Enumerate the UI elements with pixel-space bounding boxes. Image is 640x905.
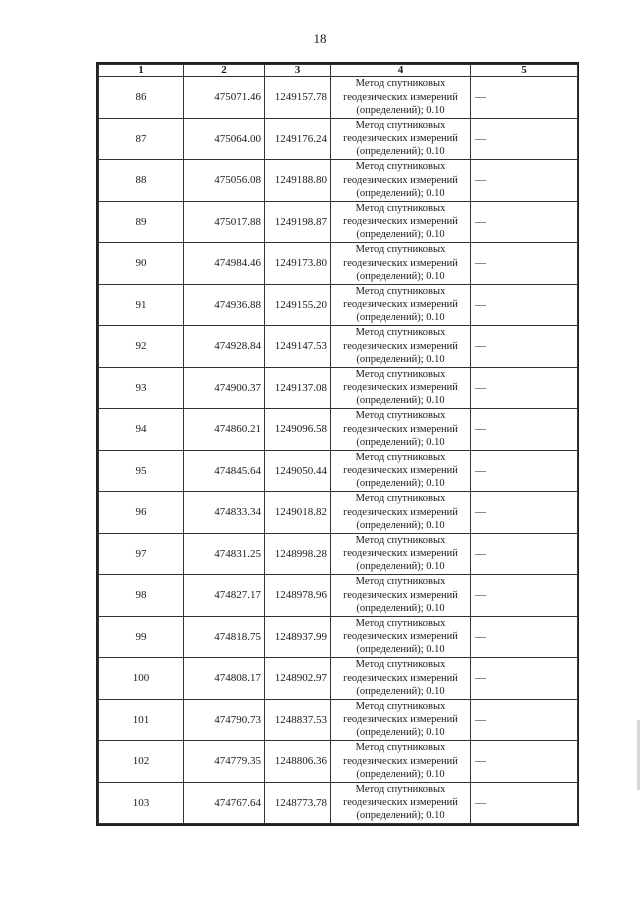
method-line: геодезических измерений bbox=[343, 299, 458, 311]
table-row bbox=[99, 450, 578, 492]
method-cell bbox=[331, 409, 471, 451]
description-cell: — bbox=[471, 575, 578, 617]
point-number-cell: 87 bbox=[99, 118, 184, 160]
method-line: (определений); 0.10 bbox=[356, 312, 445, 324]
x-coordinate-cell: 474984.46 bbox=[184, 243, 265, 285]
table-row bbox=[99, 741, 578, 783]
y-coordinate-cell: 1249050.44 bbox=[265, 450, 331, 492]
table-row bbox=[99, 658, 578, 700]
y-coordinate-cell: 1249155.20 bbox=[265, 284, 331, 326]
point-number-cell: 97 bbox=[99, 533, 184, 575]
method-cell bbox=[331, 160, 471, 202]
method-line: геодезических измерений bbox=[343, 423, 458, 435]
point-number-cell: 89 bbox=[99, 201, 184, 243]
table-row bbox=[99, 533, 578, 575]
method-line: (определений); 0.10 bbox=[356, 685, 445, 697]
method-line: геодезических измерений bbox=[343, 340, 458, 352]
table-row bbox=[99, 492, 578, 534]
point-number-cell: 99 bbox=[99, 616, 184, 658]
description-cell: — bbox=[471, 409, 578, 451]
method-line: (определений); 0.10 bbox=[356, 436, 445, 448]
method-cell bbox=[331, 77, 471, 119]
point-number-cell: 92 bbox=[99, 326, 184, 368]
table-row bbox=[99, 699, 578, 741]
table-row bbox=[99, 118, 578, 160]
method-line: (определений); 0.10 bbox=[356, 768, 445, 780]
method-line: Метод спутниковых bbox=[355, 700, 446, 712]
x-coordinate-cell: 474779.35 bbox=[184, 741, 265, 783]
method-line: Метод спутниковых bbox=[355, 285, 446, 297]
method-line: Метод спутниковых bbox=[355, 119, 446, 131]
description-cell: — bbox=[471, 450, 578, 492]
description-cell: — bbox=[471, 77, 578, 119]
description-cell: — bbox=[471, 118, 578, 160]
method-line: Метод спутниковых bbox=[355, 244, 446, 256]
description-cell: — bbox=[471, 741, 578, 783]
method-line: (определений); 0.10 bbox=[356, 602, 445, 614]
page-number: 18 bbox=[313, 31, 327, 46]
x-coordinate-cell: 474827.17 bbox=[184, 575, 265, 617]
point-number-cell: 90 bbox=[99, 243, 184, 285]
method-line: геодезических измерений bbox=[343, 755, 458, 767]
point-number-cell: 88 bbox=[99, 160, 184, 202]
method-line: геодезических измерений bbox=[343, 216, 458, 228]
x-coordinate-cell: 474818.75 bbox=[184, 616, 265, 658]
x-coordinate-cell: 474790.73 bbox=[184, 699, 265, 741]
table-body bbox=[99, 77, 578, 824]
description-cell: — bbox=[471, 616, 578, 658]
table-row bbox=[99, 367, 578, 409]
method-line: геодезических измерений bbox=[343, 133, 458, 145]
x-coordinate-cell: 474860.21 bbox=[184, 409, 265, 451]
y-coordinate-cell: 1248902.97 bbox=[265, 658, 331, 700]
table-row bbox=[99, 160, 578, 202]
y-coordinate-cell: 1249198.87 bbox=[265, 201, 331, 243]
method-line: геодезических измерений bbox=[343, 506, 458, 518]
x-coordinate-cell: 475071.46 bbox=[184, 77, 265, 119]
x-coordinate-cell: 474900.37 bbox=[184, 367, 265, 409]
method-cell bbox=[331, 492, 471, 534]
description-cell: — bbox=[471, 658, 578, 700]
point-number-cell: 94 bbox=[99, 409, 184, 451]
method-line: Метод спутниковых bbox=[355, 451, 446, 463]
method-line: геодезических измерений bbox=[343, 548, 458, 560]
y-coordinate-cell: 1249188.80 bbox=[265, 160, 331, 202]
method-line: (определений); 0.10 bbox=[356, 229, 445, 241]
description-cell: — bbox=[471, 326, 578, 368]
point-number-cell: 103 bbox=[99, 782, 184, 824]
method-line: Метод спутниковых bbox=[355, 534, 446, 546]
method-cell bbox=[331, 658, 471, 700]
method-cell bbox=[331, 243, 471, 285]
method-line: (определений); 0.10 bbox=[356, 353, 445, 365]
point-number-cell: 102 bbox=[99, 741, 184, 783]
x-coordinate-cell: 475064.00 bbox=[184, 118, 265, 160]
method-line: Метод спутниковых bbox=[355, 783, 446, 795]
method-line: (определений); 0.10 bbox=[356, 478, 445, 490]
point-number-cell: 86 bbox=[99, 77, 184, 119]
method-cell bbox=[331, 533, 471, 575]
method-cell bbox=[331, 699, 471, 741]
header-col-5: 5 bbox=[471, 65, 578, 77]
method-line: геодезических измерений bbox=[343, 797, 458, 809]
method-line: (определений); 0.10 bbox=[356, 187, 445, 199]
method-cell bbox=[331, 284, 471, 326]
point-number-cell: 95 bbox=[99, 450, 184, 492]
y-coordinate-cell: 1249147.53 bbox=[265, 326, 331, 368]
description-cell: — bbox=[471, 201, 578, 243]
point-number-cell: 93 bbox=[99, 367, 184, 409]
point-number-cell: 96 bbox=[99, 492, 184, 534]
x-coordinate-cell: 474808.17 bbox=[184, 658, 265, 700]
y-coordinate-cell: 1248837.53 bbox=[265, 699, 331, 741]
table-row bbox=[99, 409, 578, 451]
method-cell bbox=[331, 782, 471, 824]
method-line: (определений); 0.10 bbox=[356, 146, 445, 158]
header-col-2: 2 bbox=[184, 65, 265, 77]
method-cell bbox=[331, 616, 471, 658]
method-line: Метод спутниковых bbox=[355, 327, 446, 339]
description-cell: — bbox=[471, 533, 578, 575]
y-coordinate-cell: 1249157.78 bbox=[265, 77, 331, 119]
method-line: геодезических измерений bbox=[343, 382, 458, 394]
method-line: геодезических измерений bbox=[343, 589, 458, 601]
x-coordinate-cell: 474928.84 bbox=[184, 326, 265, 368]
method-line: (определений); 0.10 bbox=[356, 395, 445, 407]
method-cell bbox=[331, 326, 471, 368]
method-line: геодезических измерений bbox=[343, 631, 458, 643]
method-line: Метод спутниковых bbox=[355, 493, 446, 505]
method-line: (определений); 0.10 bbox=[356, 644, 445, 656]
point-number-cell: 91 bbox=[99, 284, 184, 326]
method-line: (определений); 0.10 bbox=[356, 104, 445, 116]
method-line: Метод спутниковых bbox=[355, 202, 446, 214]
method-line: геодезических измерений bbox=[343, 714, 458, 726]
coordinates-table bbox=[96, 62, 579, 826]
header-col-3: 3 bbox=[265, 65, 331, 77]
y-coordinate-cell: 1248773.78 bbox=[265, 782, 331, 824]
x-coordinate-cell: 475056.08 bbox=[184, 160, 265, 202]
method-cell bbox=[331, 450, 471, 492]
method-line: (определений); 0.10 bbox=[356, 810, 445, 822]
y-coordinate-cell: 1249173.80 bbox=[265, 243, 331, 285]
method-line: геодезических измерений bbox=[343, 174, 458, 186]
y-coordinate-cell: 1249176.24 bbox=[265, 118, 331, 160]
y-coordinate-cell: 1249096.58 bbox=[265, 409, 331, 451]
y-coordinate-cell: 1248806.36 bbox=[265, 741, 331, 783]
x-coordinate-cell: 474833.34 bbox=[184, 492, 265, 534]
description-cell: — bbox=[471, 367, 578, 409]
method-line: геодезических измерений bbox=[343, 465, 458, 477]
x-coordinate-cell: 475017.88 bbox=[184, 201, 265, 243]
method-line: Метод спутниковых bbox=[355, 576, 446, 588]
method-line: геодезических измерений bbox=[343, 91, 458, 103]
method-cell bbox=[331, 201, 471, 243]
method-cell bbox=[331, 741, 471, 783]
method-cell bbox=[331, 575, 471, 617]
point-number-cell: 98 bbox=[99, 575, 184, 617]
header-col-1: 1 bbox=[99, 65, 184, 77]
table-row bbox=[99, 201, 578, 243]
description-cell: — bbox=[471, 160, 578, 202]
table-row bbox=[99, 284, 578, 326]
method-line: Метод спутниковых bbox=[355, 368, 446, 380]
method-line: (определений); 0.10 bbox=[356, 561, 445, 573]
method-cell bbox=[331, 118, 471, 160]
description-cell: — bbox=[471, 284, 578, 326]
method-cell bbox=[331, 367, 471, 409]
table-row bbox=[99, 77, 578, 119]
x-coordinate-cell: 474845.64 bbox=[184, 450, 265, 492]
header-col-4: 4 bbox=[331, 65, 471, 77]
method-line: геодезических измерений bbox=[343, 257, 458, 269]
point-number-cell: 101 bbox=[99, 699, 184, 741]
method-line: геодезических измерений bbox=[343, 672, 458, 684]
y-coordinate-cell: 1248978.96 bbox=[265, 575, 331, 617]
x-coordinate-cell: 474767.64 bbox=[184, 782, 265, 824]
x-coordinate-cell: 474936.88 bbox=[184, 284, 265, 326]
table-row bbox=[99, 782, 578, 824]
point-number-cell: 100 bbox=[99, 658, 184, 700]
method-line: Метод спутниковых bbox=[355, 78, 446, 90]
y-coordinate-cell: 1248937.99 bbox=[265, 616, 331, 658]
x-coordinate-cell: 474831.25 bbox=[184, 533, 265, 575]
table-row bbox=[99, 326, 578, 368]
method-line: Метод спутниковых bbox=[355, 742, 446, 754]
method-line: (определений); 0.10 bbox=[356, 727, 445, 739]
y-coordinate-cell: 1248998.28 bbox=[265, 533, 331, 575]
table-row bbox=[99, 243, 578, 285]
table-row bbox=[99, 575, 578, 617]
method-line: Метод спутниковых bbox=[355, 161, 446, 173]
y-coordinate-cell: 1249018.82 bbox=[265, 492, 331, 534]
description-cell: — bbox=[471, 782, 578, 824]
table-header-row bbox=[99, 65, 578, 77]
description-cell: — bbox=[471, 492, 578, 534]
description-cell: — bbox=[471, 243, 578, 285]
table-row bbox=[99, 616, 578, 658]
description-cell: — bbox=[471, 699, 578, 741]
method-line: Метод спутниковых bbox=[355, 410, 446, 422]
method-line: Метод спутниковых bbox=[355, 659, 446, 671]
method-line: Метод спутниковых bbox=[355, 617, 446, 629]
y-coordinate-cell: 1249137.08 bbox=[265, 367, 331, 409]
method-line: (определений); 0.10 bbox=[356, 519, 445, 531]
method-line: (определений); 0.10 bbox=[356, 270, 445, 282]
